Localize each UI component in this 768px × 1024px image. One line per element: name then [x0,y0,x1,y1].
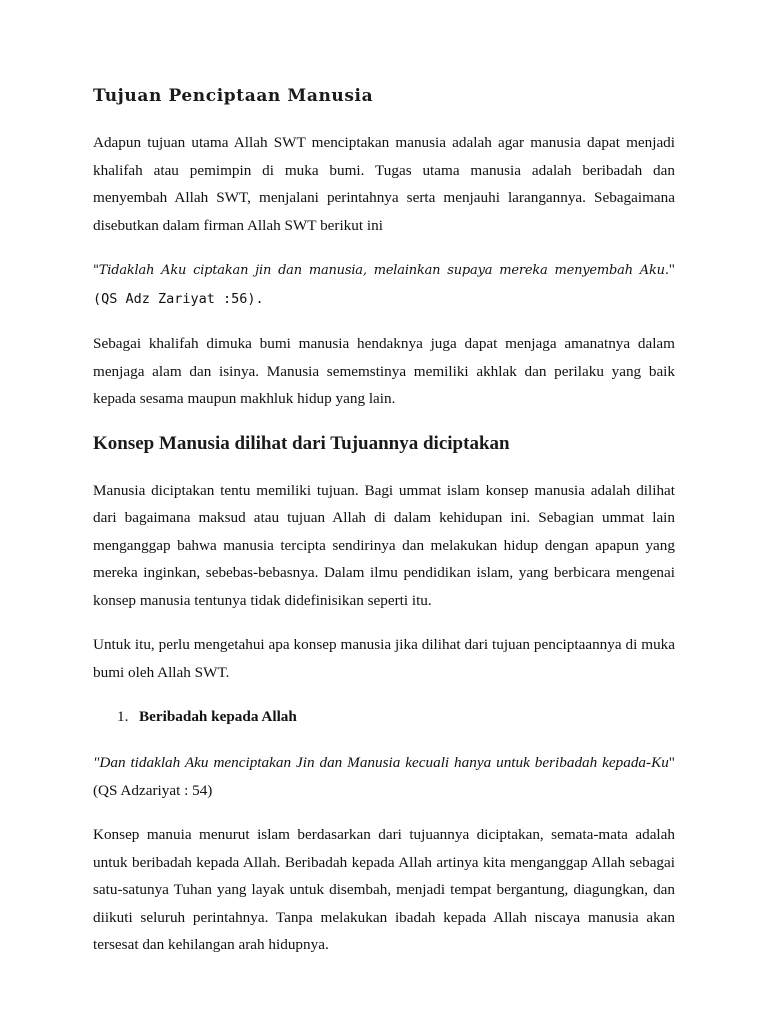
list-item [93,703,675,730]
paragraph-tujuan-utama: Adapun tujuan utama Allah SWT menciptakan manusia adalah agar manusia dapat menjadi khalifah atau pemimpin di muka bumi. Tugas utama manusia adalah beribadah dan menyembah Allah SWT, menjalani perintahnya serta menjauhi larangannya. Sebagaimana disebutkan dalam firman Allah SWT berikut ini [93,134,675,234]
list-item-label: Beribadah kepada Allah [139,708,297,725]
quote-adz-zariyat [93,256,675,313]
paragraph-konsep-ibadah: Konsep manuia menurut islam berdasarkan dari tujuannya diciptakan, semata-mata adalah untuk beribadah kepada Allah. Beribadah kepada Allah artinya kita menganggap Allah sebagai satu-satunya Tuhan yang layak untuk disembah, menjadi tempat bergantung, diagungkan, dan diikuti seluruh perintahnya. Tanpa melakukan ibadah kepada Allah niscaya manusia akan tersesat dan kehilangan arah hidupnya. [93,826,675,953]
quote-reference: " (QS Adzariyat : 54) [93,754,675,799]
quote-text: "Dan tidaklah Aku menciptakan Jin dan Manusia kecuali hanya untuk beribadah kepada-Ku [93,754,669,771]
document-page [93,82,675,976]
quote-reference: (QS Adz Zariyat :56). [93,290,264,307]
paragraph-khalifah: Sebagai khalifah dimuka bumi manusia hendaknya juga dapat menjaga amanatnya dalam menjaga alam dan isinya. Manusia sememstinya memiliki akhlak dan perilaku yang baik kepada sesama maupun makhluk hidup yang lain. [93,335,675,407]
section-heading-konsep: Konsep Manusia dilihat dari Tujuannya diciptakan [93,432,510,454]
quote-text: "Tidaklah Aku ciptakan jin dan manusia, melainkan supaya mereka menyembah Aku. [93,263,669,278]
paragraph-untuk-itu: Untuk itu, perlu mengetahui apa konsep manusia jika dilihat dari tujuan penciptaannya di muka bumi oleh Allah SWT. [93,636,675,681]
quote-adzariyat [93,749,675,804]
quote-close-mark: " [668,261,675,278]
list-item-number: 1. [117,708,129,725]
paragraph-konsep-manusia: Manusia diciptakan tentu memiliki tujuan. Bagi ummat islam konsep manusia adalah dilihat dari bagaimana maksud atau tujuan Allah di dalam kehidupan ini. Sebagian ummat lain menganggap bahwa manusia tercipta sendirinya dan melakukan hidup dengan apapun yang mereka inginkan, sebebas-bebasnya. Dalam ilmu pendidikan islam, yang berbicara mengenai konsep manusia tentunya tidak didefinisikan seperti itu. [93,481,675,609]
section-heading-tujuan: Tujuan Penciptaan Manusia [93,86,374,106]
